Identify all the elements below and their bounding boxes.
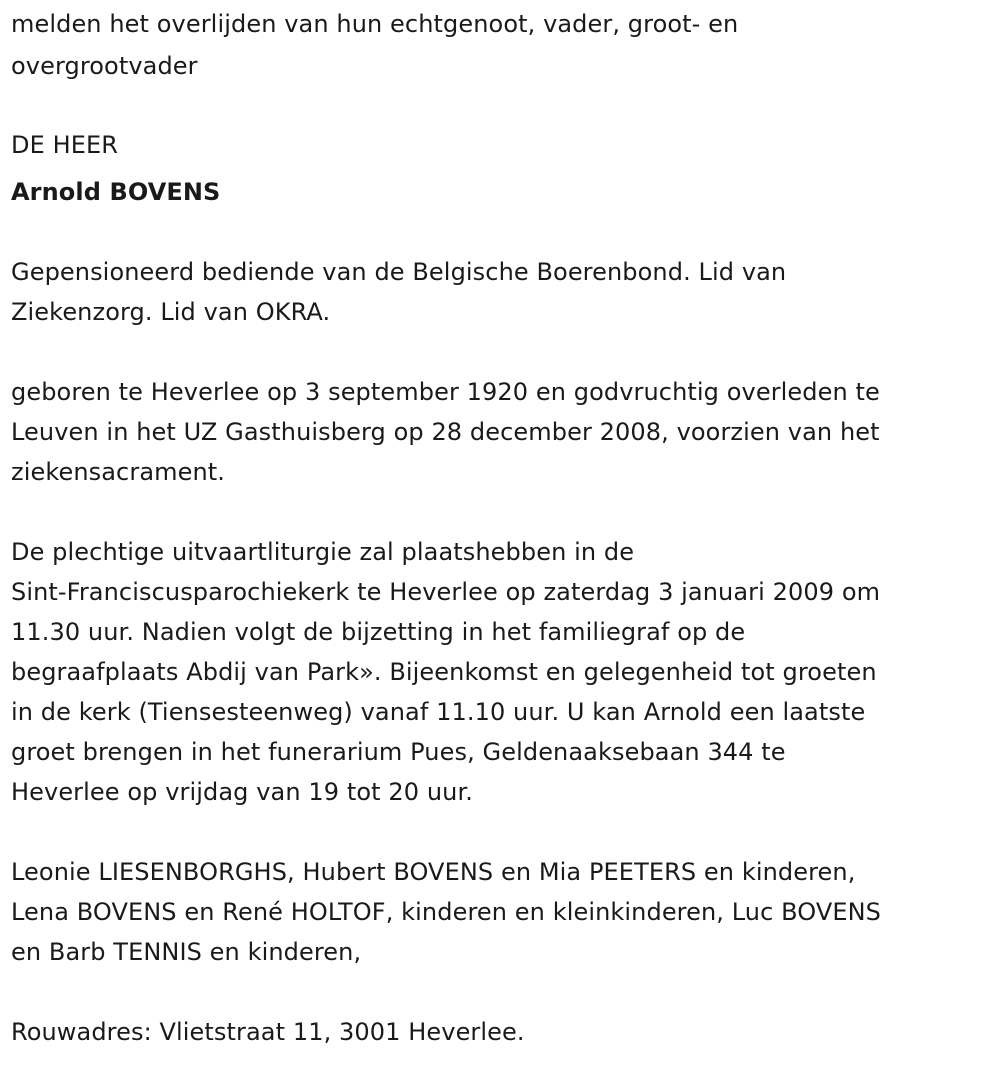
funeral-line: begraafplaats Abdij van Park». Bijeenkomst en gelegenheid tot groeten [11, 658, 877, 686]
funeral-line: De plechtige uitvaartliturgie zal plaatshebben in de [11, 538, 635, 566]
family-line: Lena BOVENS en René HOLTOF, kinderen en kleinkinderen, Luc BOVENS [11, 898, 882, 926]
honorific: DE HEER [11, 131, 119, 159]
mourning-address: Rouwadres: Vlietstraat 11, 3001 Heverlee. [11, 1018, 525, 1046]
funeral-line: Sint-Franciscusparochiekerk te Heverlee op zaterdag 3 januari 2009 om [11, 578, 881, 606]
intro-line: overgrootvader [11, 52, 198, 80]
funeral-line: Heverlee op vrijdag van 19 tot 20 uur. [11, 778, 473, 806]
birth-death-line: ziekensacrament. [11, 458, 226, 486]
funeral-line: in de kerk (Tiensesteenweg) vanaf 11.10 uur. U kan Arnold een laatste [11, 698, 866, 726]
birth-death-line: geboren te Heverlee op 3 september 1920 en godvruchtig overleden te [11, 378, 880, 406]
birth-death-line: Leuven in het UZ Gasthuisberg op 28 december 2008, voorzien van het [11, 418, 880, 446]
funeral-line: 11.30 uur. Nadien volgt de bijzetting in het familiegraf op de [11, 618, 746, 646]
funeral-line: groet brengen in het funerarium Pues, Geldenaaksebaan 344 te [11, 738, 786, 766]
bio-line: Gepensioneerd bediende van de Belgische Boerenbond. Lid van [11, 258, 787, 286]
intro-line: melden het overlijden van hun echtgenoot, vader, groot- en [11, 10, 739, 38]
family-line: Leonie LIESENBORGHS, Hubert BOVENS en Mia PEETERS en kinderen, [11, 858, 856, 886]
bio-line: Ziekenzorg. Lid van OKRA. [11, 298, 331, 326]
deceased-name: Arnold BOVENS [11, 178, 221, 206]
family-line: en Barb TENNIS en kinderen, [11, 938, 362, 966]
